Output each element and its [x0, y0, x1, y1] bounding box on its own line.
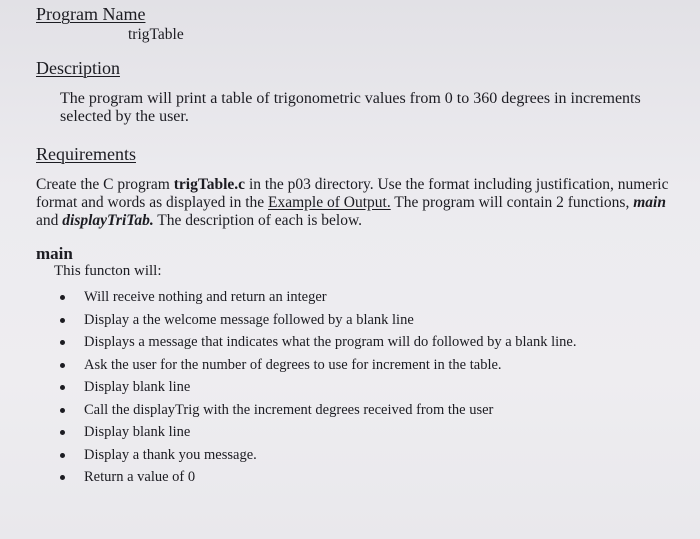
bullet-icon [60, 475, 65, 480]
function-displaytritab: displayTriTab. [62, 212, 154, 229]
main-section-title: main [36, 244, 73, 263]
description-line-1: The program will print a table of trigonometric values from 0 to 360 degrees in increments [60, 90, 641, 107]
requirements-line-2 [36, 194, 666, 212]
program-name-heading: Program Name [36, 4, 146, 24]
list-item: Displays a message that indicates what the program will do followed by a blank line. [58, 331, 576, 354]
bullet-icon [60, 385, 65, 390]
req-text: in the p03 directory. Use the format including justification, numeric [245, 176, 669, 193]
req-text: The description of each is below. [153, 212, 363, 229]
list-item: Display a the welcome message followed by a blank line [58, 309, 576, 332]
description-line-2: selected by the user. [60, 108, 189, 125]
list-item: Call the displayTrig with the increment degrees received from the user [58, 399, 576, 422]
list-item: Ask the user for the number of degrees to use for increment in the table. [58, 354, 576, 377]
bullet-icon [60, 363, 65, 368]
list-item: Return a value of 0 [58, 466, 576, 489]
bullet-icon [60, 453, 65, 458]
requirements-line-1 [36, 176, 668, 194]
list-item: Display blank line [58, 376, 576, 399]
list-item: Display a thank you message. [58, 444, 576, 467]
bullet-icon [60, 408, 65, 413]
filename: trigTable.c [173, 176, 246, 193]
main-intro: This functon will: [54, 263, 162, 279]
requirements-heading: Requirements [36, 144, 136, 164]
bullet-icon [60, 430, 65, 435]
req-text: Create the C program [36, 176, 174, 193]
main-bullet-list [58, 286, 576, 489]
req-text: and [36, 212, 63, 229]
req-text: format and words as displayed in the [36, 194, 269, 211]
bullet-icon [60, 318, 65, 323]
list-item: Display blank line [58, 421, 576, 444]
bullet-icon [60, 340, 65, 345]
function-main: main [633, 194, 666, 211]
example-output-link[interactable]: Example of Output. [268, 194, 391, 211]
requirements-line-3 [36, 212, 362, 230]
description-heading: Description [36, 58, 120, 78]
bullet-icon [60, 295, 65, 300]
req-text: The program will contain 2 functions, [390, 194, 634, 211]
list-item: Will receive nothing and return an integer [58, 286, 576, 309]
program-name-value: trigTable [128, 26, 184, 43]
